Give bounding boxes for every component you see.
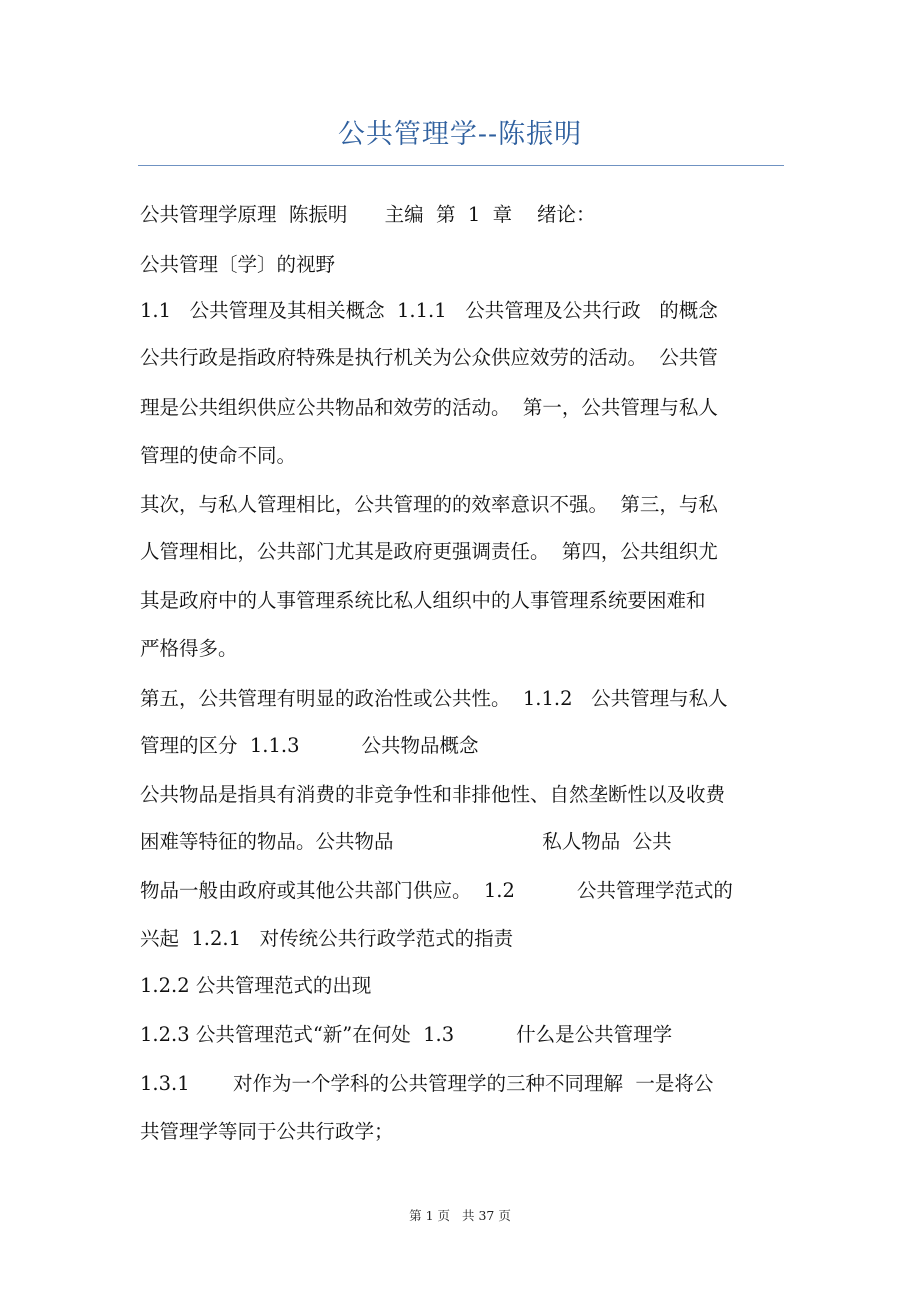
page-number-footer: 第 1 页 共 37 页 bbox=[409, 1208, 511, 1223]
body-line: 其次，与私人管理相比，公共管理的的效率意识不强。 第三，与私 bbox=[140, 493, 718, 516]
body-line: 管理的使命不同。 bbox=[140, 444, 297, 467]
body-line: 困难等特征的物品。公共物品 私人物品 公共 bbox=[140, 830, 672, 853]
body-line: 第五，公共管理有明显的政治性或公共性。 1.1.2 公共管理与私人 bbox=[140, 687, 728, 710]
title-underline bbox=[138, 165, 784, 166]
body-line: 1.1 公共管理及其相关概念 1.1.1 公共管理及公共行政 的概念 bbox=[140, 299, 718, 322]
body-line: 人管理相比，公共部门尤其是政府更强调责任。 第四，公共组织尤 bbox=[140, 540, 718, 563]
body-line: 公共管理学原理 陈振明 主编 第 1 章 绪论： bbox=[140, 203, 596, 226]
body-line: 理是公共组织供应公共物品和效劳的活动。 第一，公共管理与私人 bbox=[140, 396, 718, 419]
body-line: 公共物品是指具有消费的非竞争性和非排他性、自然垄断性以及收费 bbox=[140, 783, 726, 806]
body-line: 1.2.2 公共管理范式的出现 bbox=[140, 974, 372, 997]
body-line: 1.3.1 对作为一个学科的公共管理学的三种不同理解 一是将公 bbox=[140, 1072, 714, 1095]
body-line: 严格得多。 bbox=[140, 637, 238, 660]
body-line: 物品一般由政府或其他公共部门供应。 1.2 公共管理学范式的 bbox=[140, 879, 733, 902]
body-line: 共管理学等同于公共行政学； bbox=[140, 1120, 394, 1143]
body-line: 1.2.3 公共管理范式“新”在何处 1.3 什么是公共管理学 bbox=[140, 1023, 673, 1046]
body-line: 公共管理〔学〕的视野 bbox=[140, 253, 336, 276]
document-title: 公共管理学--陈振明 bbox=[337, 119, 583, 150]
body-line: 公共行政是指政府特殊是执行机关为公众供应效劳的活动。 公共管 bbox=[140, 346, 718, 369]
body-line: 管理的区分 1.1.3 公共物品概念 bbox=[140, 734, 479, 757]
body-line: 兴起 1.2.1 对传统公共行政学范式的指责 bbox=[140, 927, 514, 950]
body-line: 其是政府中的人事管理系统比私人组织中的人事管理系统要困难和 bbox=[140, 589, 706, 612]
